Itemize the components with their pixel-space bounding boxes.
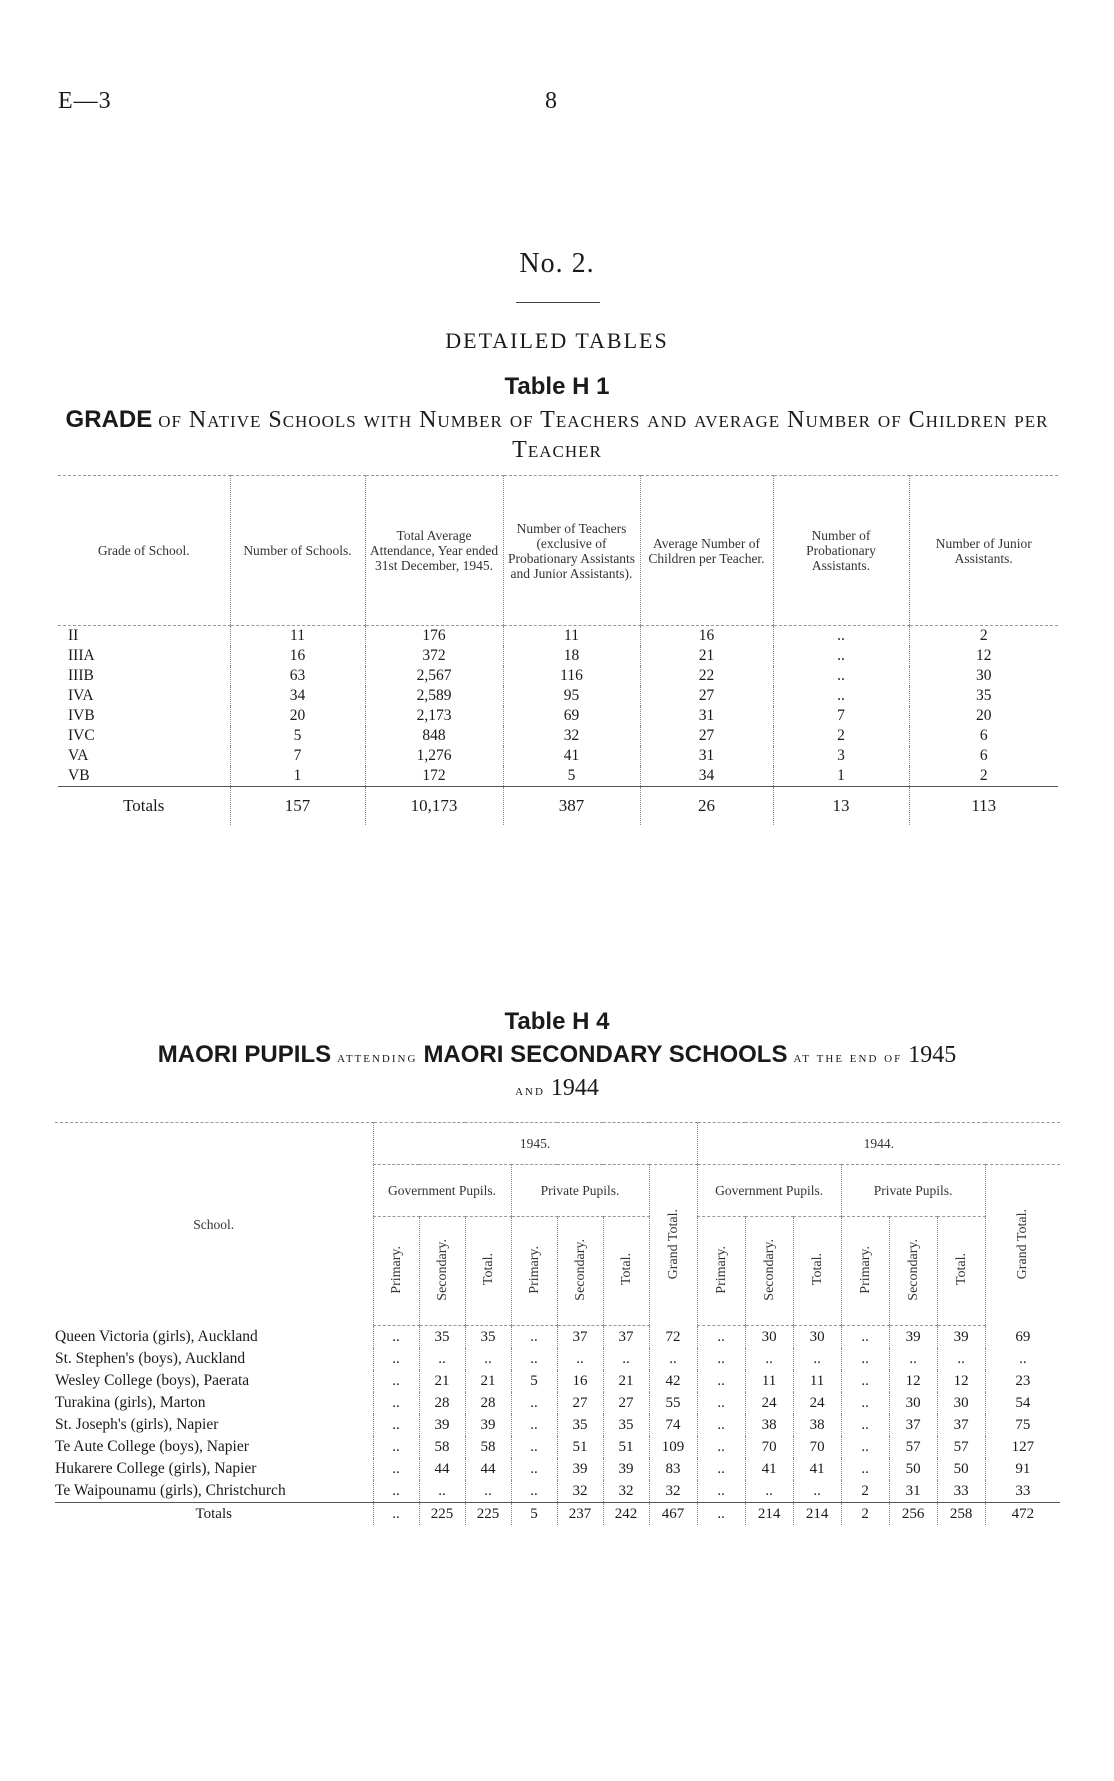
totals-cell: 258 [937, 1503, 985, 1526]
table-cell: 35 [465, 1326, 511, 1349]
table-cell: 23 [985, 1370, 1060, 1392]
table-h1-title-rest: of Native Schools with Number of Teachers and average Number of Children per Teacher [158, 407, 1049, 463]
table-cell: .. [889, 1348, 937, 1370]
year-1944: 1944. [697, 1123, 1060, 1165]
table-cell: 16 [640, 626, 773, 647]
table-cell: 28 [419, 1392, 465, 1414]
table-h4-title-bold-2: MAORI SECONDARY SCHOOLS [423, 1041, 788, 1068]
school-cell: St. Joseph's (girls), Napier [55, 1416, 219, 1433]
table-h4-title-small-1: attending [337, 1050, 418, 1066]
table-cell: .. [697, 1392, 745, 1414]
table-h4-title-small-3: and [515, 1083, 545, 1099]
table-cell: 41 [745, 1458, 793, 1480]
totals-row [55, 1503, 1060, 1526]
totals-cell: .. [697, 1503, 745, 1526]
table-cell: 21 [419, 1370, 465, 1392]
table-cell: 12 [889, 1370, 937, 1392]
table-cell: 116 [503, 666, 640, 686]
totals-cell: 26 [640, 787, 773, 826]
table-cell: 6 [909, 726, 1058, 746]
school-cell: Wesley College (boys), Paerata [55, 1372, 250, 1389]
table-cell: 24 [793, 1392, 841, 1414]
table-cell: .. [557, 1348, 603, 1370]
table-cell: 51 [603, 1436, 649, 1458]
table-row [55, 1414, 1060, 1436]
school-cell: Te Waipounamu (girls), Christchurch [55, 1482, 286, 1499]
col-primary: Primary. [841, 1217, 889, 1326]
table-cell: 75 [985, 1414, 1060, 1436]
table-cell: 34 [640, 766, 773, 787]
col-number-of-teachers: Number of Teachers (exclusive of Probationary Assistants and Junior Assistants). [503, 476, 640, 626]
totals-label: Totals [55, 1503, 373, 1526]
table-cell: .. [773, 686, 909, 706]
grade-cell: II [68, 627, 79, 644]
totals-label: Totals [58, 787, 230, 826]
grade-cell: IVB [68, 707, 95, 724]
totals-cell: 157 [230, 787, 365, 826]
table-cell: 51 [557, 1436, 603, 1458]
totals-cell: 467 [649, 1503, 697, 1526]
col-total: Total. [603, 1217, 649, 1326]
table-cell: 63 [230, 666, 365, 686]
table-cell: .. [511, 1326, 557, 1349]
table-cell: 39 [557, 1458, 603, 1480]
table-cell: .. [373, 1370, 419, 1392]
totals-cell: 237 [557, 1503, 603, 1526]
table-cell: .. [793, 1348, 841, 1370]
table-cell: .. [697, 1348, 745, 1370]
col-grand-total-1944: Grand Total. [985, 1165, 1060, 1326]
table-h4-title-bold-1: MAORI PUPILS [157, 1041, 332, 1068]
school-cell: St. Stephen's (boys), Auckland [55, 1350, 246, 1367]
table-cell: 35 [557, 1414, 603, 1436]
page-number: 8 [545, 88, 557, 114]
table-cell: .. [373, 1326, 419, 1349]
totals-cell: 214 [745, 1503, 793, 1526]
table-h4-title-small-2: at the end of [793, 1050, 903, 1066]
col-number-of-schools: Number of Schools. [230, 476, 365, 626]
table-cell: 39 [937, 1326, 985, 1349]
table-cell: 127 [985, 1436, 1060, 1458]
col-probationary: Number of Probationary Assistants. [773, 476, 909, 626]
table-row [58, 706, 1058, 726]
table-cell: 372 [365, 646, 503, 666]
table-cell: 34 [230, 686, 365, 706]
table-cell: .. [773, 646, 909, 666]
group-private-1944: Private Pupils. [841, 1165, 985, 1217]
table-cell: 31 [640, 706, 773, 726]
table-cell: .. [511, 1480, 557, 1503]
col-junior: Number of Junior Assistants. [909, 476, 1058, 626]
table-cell: 3 [773, 746, 909, 766]
table-cell: 35 [603, 1414, 649, 1436]
table-cell: 55 [649, 1392, 697, 1414]
grade-cell: IIIA [68, 647, 95, 664]
table-cell: 1 [773, 766, 909, 787]
table-row [55, 1348, 1060, 1370]
col-grade: Grade of School. [58, 476, 230, 626]
col-primary: Primary. [511, 1217, 557, 1326]
table-cell: .. [511, 1414, 557, 1436]
table-cell: 70 [745, 1436, 793, 1458]
grade-cell: IVC [68, 727, 95, 744]
table-cell: 27 [603, 1392, 649, 1414]
table-cell: .. [511, 1458, 557, 1480]
col-school: School. [55, 1123, 373, 1326]
table-h1-name: Table H 1 [504, 373, 610, 400]
table-cell: 38 [745, 1414, 793, 1436]
table-cell: 30 [745, 1326, 793, 1349]
table-cell: 11 [230, 626, 365, 647]
table-cell: 44 [419, 1458, 465, 1480]
grade-cell: VB [68, 767, 90, 784]
table-cell: .. [649, 1348, 697, 1370]
table-row [58, 626, 1058, 647]
table-row [55, 1436, 1060, 1458]
table-cell: 2 [909, 626, 1058, 647]
table-cell: .. [373, 1480, 419, 1503]
col-secondary: Secondary. [557, 1217, 603, 1326]
table-cell: .. [603, 1348, 649, 1370]
table-cell: .. [773, 626, 909, 647]
table-h4-title-year-1: 1945 [908, 1042, 957, 1068]
table-cell: .. [697, 1458, 745, 1480]
table-row [55, 1326, 1060, 1349]
table-cell: 37 [557, 1326, 603, 1349]
table-cell: 39 [419, 1414, 465, 1436]
col-total: Total. [793, 1217, 841, 1326]
table-row [58, 646, 1058, 666]
table-cell: 6 [909, 746, 1058, 766]
table-cell: 35 [909, 686, 1058, 706]
totals-cell: 256 [889, 1503, 937, 1526]
table-cell: 30 [889, 1392, 937, 1414]
divider [516, 302, 600, 303]
school-cell: Hukarere College (girls), Napier [55, 1460, 257, 1477]
group-private-1945: Private Pupils. [511, 1165, 649, 1217]
section-number: No. 2. [519, 248, 595, 279]
table-cell: 848 [365, 726, 503, 746]
table-cell: 50 [889, 1458, 937, 1480]
table-cell: 11 [745, 1370, 793, 1392]
table-cell: 31 [889, 1480, 937, 1503]
col-total-attendance: Total Average Attendance, Year ended 31st December, 1945. [365, 476, 503, 626]
table-cell: 2,173 [365, 706, 503, 726]
table-cell: .. [373, 1392, 419, 1414]
table-cell: 74 [649, 1414, 697, 1436]
table-cell: .. [373, 1414, 419, 1436]
table-cell: 72 [649, 1326, 697, 1349]
table-cell: 27 [640, 726, 773, 746]
table-cell: .. [773, 666, 909, 686]
table-row [58, 746, 1058, 766]
table-cell: 28 [465, 1392, 511, 1414]
table-cell: 2 [841, 1480, 889, 1503]
table-cell: 21 [465, 1370, 511, 1392]
table-cell: 30 [937, 1392, 985, 1414]
table-cell: 37 [937, 1414, 985, 1436]
col-primary: Primary. [697, 1217, 745, 1326]
table-cell: .. [511, 1436, 557, 1458]
table-cell: 172 [365, 766, 503, 787]
table-cell: .. [841, 1370, 889, 1392]
table-cell: .. [841, 1414, 889, 1436]
table-cell: 37 [603, 1326, 649, 1349]
grade-cell: IVA [68, 687, 94, 704]
group-government-1945: Government Pupils. [373, 1165, 511, 1217]
table-cell: .. [841, 1458, 889, 1480]
table-cell: 50 [937, 1458, 985, 1480]
table-cell: .. [697, 1326, 745, 1349]
table-cell: .. [697, 1414, 745, 1436]
col-primary: Primary. [373, 1217, 419, 1326]
table-cell: 33 [985, 1480, 1060, 1503]
table-cell: 42 [649, 1370, 697, 1392]
school-cell: Te Aute College (boys), Napier [55, 1438, 249, 1455]
totals-cell: 10,173 [365, 787, 503, 826]
table-row [58, 766, 1058, 787]
table-cell: .. [511, 1348, 557, 1370]
table-row [55, 1480, 1060, 1503]
table-cell: 2,567 [365, 666, 503, 686]
table-cell: 57 [889, 1436, 937, 1458]
table-cell: 5 [230, 726, 365, 746]
col-secondary: Secondary. [745, 1217, 793, 1326]
table-cell: 30 [793, 1326, 841, 1349]
table-cell: 35 [419, 1326, 465, 1349]
totals-cell: 225 [419, 1503, 465, 1526]
table-cell: 39 [465, 1414, 511, 1436]
col-grand-total-1945: Grand Total. [649, 1165, 697, 1326]
totals-cell: 2 [841, 1503, 889, 1526]
table-row [55, 1370, 1060, 1392]
col-total: Total. [937, 1217, 985, 1326]
table-cell: .. [511, 1392, 557, 1414]
table-cell: 176 [365, 626, 503, 647]
table-cell: 5 [503, 766, 640, 787]
table-h1 [58, 475, 1058, 825]
table-cell: .. [465, 1348, 511, 1370]
table-cell: 24 [745, 1392, 793, 1414]
totals-cell: 214 [793, 1503, 841, 1526]
table-cell: 41 [793, 1458, 841, 1480]
year-1945: 1945. [373, 1123, 697, 1165]
table-cell: .. [841, 1326, 889, 1349]
table-cell: .. [373, 1458, 419, 1480]
col-secondary: Secondary. [889, 1217, 937, 1326]
table-cell: 18 [503, 646, 640, 666]
table-cell: 12 [909, 646, 1058, 666]
section-subtitle: DETAILED TABLES [445, 328, 669, 353]
table-cell: 37 [889, 1414, 937, 1436]
table-cell: 21 [603, 1370, 649, 1392]
table-cell: 2 [773, 726, 909, 746]
totals-cell: 113 [909, 787, 1058, 826]
grade-cell: IIIB [68, 667, 94, 684]
table-cell: .. [373, 1436, 419, 1458]
table-cell: 27 [557, 1392, 603, 1414]
table-cell: .. [465, 1480, 511, 1503]
table-h1-title [55, 405, 1059, 465]
table-cell: 32 [557, 1480, 603, 1503]
table-cell: 20 [909, 706, 1058, 726]
table-row [58, 666, 1058, 686]
table-cell: .. [745, 1480, 793, 1503]
table-cell: .. [793, 1480, 841, 1503]
table-cell: 109 [649, 1436, 697, 1458]
table-cell: .. [697, 1370, 745, 1392]
table-cell: 2,589 [365, 686, 503, 706]
table-cell: 16 [230, 646, 365, 666]
table-cell: 54 [985, 1392, 1060, 1414]
table-h4-name: Table H 4 [504, 1008, 610, 1035]
table-cell: .. [841, 1436, 889, 1458]
table-cell: 44 [465, 1458, 511, 1480]
table-cell: 20 [230, 706, 365, 726]
totals-cell: 225 [465, 1503, 511, 1526]
table-cell: .. [745, 1348, 793, 1370]
table-cell: 27 [640, 686, 773, 706]
table-h4-title [55, 1040, 1059, 1106]
table-cell: 2 [909, 766, 1058, 787]
group-government-1944: Government Pupils. [697, 1165, 841, 1217]
totals-cell: 13 [773, 787, 909, 826]
table-row [55, 1392, 1060, 1414]
table-cell: 21 [640, 646, 773, 666]
table-cell: 7 [230, 746, 365, 766]
table-row [58, 686, 1058, 706]
table-row [58, 726, 1058, 746]
table-cell: 41 [503, 746, 640, 766]
school-cell: Turakina (girls), Marton [55, 1394, 206, 1411]
totals-row [58, 787, 1058, 826]
page-reference: E—3 [58, 88, 112, 114]
table-cell: .. [697, 1436, 745, 1458]
table-cell: 32 [503, 726, 640, 746]
table-cell: 32 [649, 1480, 697, 1503]
col-average-children: Average Number of Children per Teacher. [640, 476, 773, 626]
table-cell: .. [937, 1348, 985, 1370]
grade-cell: VA [68, 747, 89, 764]
totals-cell: 5 [511, 1503, 557, 1526]
col-secondary: Secondary. [419, 1217, 465, 1326]
table-cell: .. [697, 1480, 745, 1503]
table-cell: 12 [937, 1370, 985, 1392]
table-cell: 91 [985, 1458, 1060, 1480]
table-cell: 69 [503, 706, 640, 726]
table-cell: 30 [909, 666, 1058, 686]
table-cell: 7 [773, 706, 909, 726]
table-cell: 69 [985, 1326, 1060, 1349]
table-cell: 31 [640, 746, 773, 766]
table-cell: .. [841, 1348, 889, 1370]
col-total: Total. [465, 1217, 511, 1326]
table-cell: 70 [793, 1436, 841, 1458]
table-cell: 32 [603, 1480, 649, 1503]
table-cell: .. [373, 1348, 419, 1370]
school-cell: Queen Victoria (girls), Auckland [55, 1327, 258, 1345]
table-h4-title-year-2: 1944 [550, 1075, 599, 1101]
table-h1-title-bold: GRADE [65, 406, 153, 433]
table-cell: 95 [503, 686, 640, 706]
totals-cell: 472 [985, 1503, 1060, 1526]
table-cell: 39 [603, 1458, 649, 1480]
totals-cell: .. [373, 1503, 419, 1526]
table-cell: 58 [419, 1436, 465, 1458]
totals-cell: 242 [603, 1503, 649, 1526]
totals-cell: 387 [503, 787, 640, 826]
table-row [55, 1458, 1060, 1480]
table-cell: 58 [465, 1436, 511, 1458]
table-cell: 83 [649, 1458, 697, 1480]
table-cell: 11 [793, 1370, 841, 1392]
table-cell: 38 [793, 1414, 841, 1436]
table-cell: .. [419, 1348, 465, 1370]
table-cell: .. [841, 1392, 889, 1414]
table-cell: 1 [230, 766, 365, 787]
table-cell: .. [985, 1348, 1060, 1370]
table-cell: .. [419, 1480, 465, 1503]
table-cell: 16 [557, 1370, 603, 1392]
table-cell: 11 [503, 626, 640, 647]
table-cell: 33 [937, 1480, 985, 1503]
table-h4 [55, 1122, 1060, 1525]
table-cell: 57 [937, 1436, 985, 1458]
table-cell: 22 [640, 666, 773, 686]
table-cell: 5 [511, 1370, 557, 1392]
table-cell: 1,276 [365, 746, 503, 766]
table-cell: 39 [889, 1326, 937, 1349]
